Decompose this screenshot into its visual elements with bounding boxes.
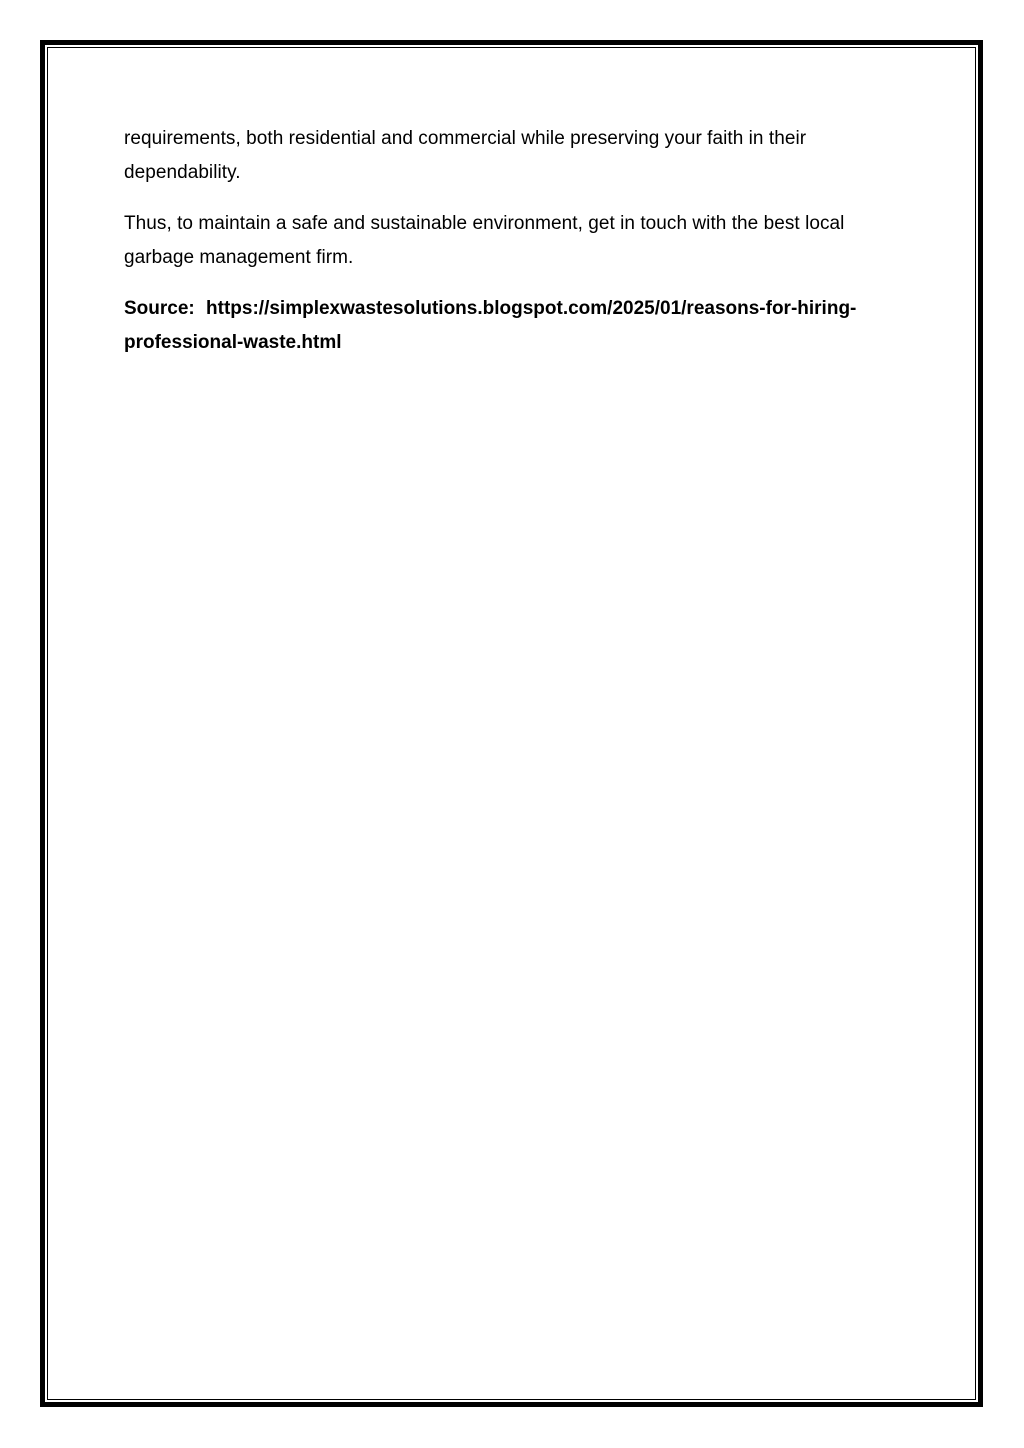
source-label: Source: bbox=[124, 298, 195, 319]
paragraph-requirements: requirements, both residential and commercial while preserving your faith in their dependability. bbox=[124, 128, 807, 183]
source-url[interactable]: https://simplexwastesolutions.blogspot.com/2025/01/reasons-for-hiring-professional-waste.html bbox=[124, 298, 857, 353]
document-body bbox=[124, 122, 894, 360]
source-citation bbox=[124, 292, 894, 360]
paragraph-conclusion: Thus, to maintain a safe and sustainable environment, get in touch with the best local garbage management firm. bbox=[124, 213, 845, 268]
